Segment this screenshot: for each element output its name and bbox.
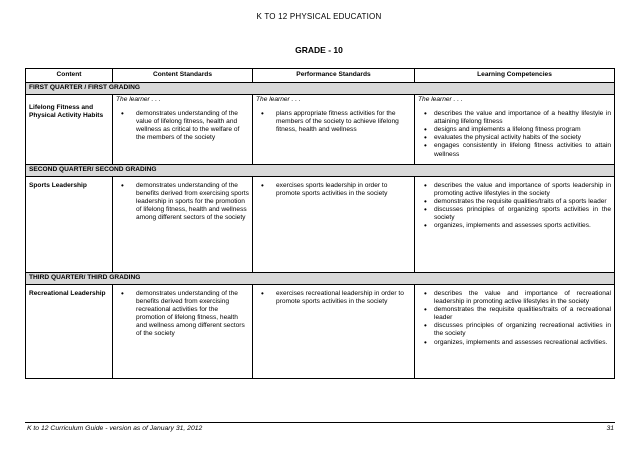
- list-item: • describes the value and importance of a healthy lifestyle in attaining lifelong fitness: [418, 110, 611, 126]
- curriculum-table: [25, 68, 615, 379]
- performance-cell-q1: [253, 95, 415, 165]
- page-number: 31: [606, 425, 614, 432]
- list-item: • exercises recreational leadership in order to promote sports activities in the society: [256, 290, 411, 306]
- column-header-content: Content: [26, 69, 113, 83]
- standards-cell-q1: [113, 95, 253, 165]
- grade-title: GRADE - 10: [295, 45, 343, 55]
- list-item: • demonstrates the requisite qualities/traits of a sports leader: [418, 198, 611, 206]
- list-item: • organizes, implements and assesses recreational activities.: [418, 339, 611, 347]
- performance-cell-q2: [253, 177, 415, 273]
- content-cell-q2: [26, 177, 113, 273]
- list-item: • demonstrates understanding of the benefits derived from exercising sports leadership in sports for the promotion of lifelong fitness, health and wellness among different sectors of the society: [116, 182, 249, 222]
- table-row-q1: [26, 95, 615, 165]
- quarter-row-third: [26, 273, 615, 285]
- content-text-q2: Sports Leadership: [29, 182, 87, 189]
- list-item: • designs and implements a lifelong fitness program: [418, 126, 611, 134]
- list-item: • exercises sports leadership in order to promote sports activities in the society: [256, 182, 411, 198]
- quarter-label-third: THIRD QUARTER/ THIRD GRADING: [26, 273, 615, 285]
- list-item: • demonstrates the requisite qualities/traits of a recreational leader: [418, 306, 611, 322]
- learner-intro: The learner . . .: [116, 96, 161, 103]
- competencies-cell-q1: [415, 95, 615, 165]
- standards-cell-q3: [113, 285, 253, 379]
- table-row-q3: [26, 285, 615, 379]
- quarter-label-second: SECOND QUARTER/ SECOND GRADING: [26, 165, 615, 177]
- competencies-cell-q3: [415, 285, 615, 379]
- list-item: • discusses principles of organizing recreational activities in the society: [418, 322, 611, 338]
- quarter-row-first: [26, 83, 615, 95]
- content-text-q3: Recreational Leadership: [29, 290, 106, 297]
- learner-intro: The learner . . .: [418, 96, 463, 103]
- document-header: K TO 12 PHYSICAL EDUCATION: [256, 12, 382, 21]
- table-header-row: [26, 69, 615, 83]
- column-header-learning-competencies: Learning Competencies: [415, 69, 615, 83]
- footer-version-text: K to 12 Curriculum Guide - version as of January 31, 2012: [27, 425, 203, 432]
- content-text-q1: Lifelong Fitness and Physical Activity Habits: [29, 104, 104, 120]
- performance-cell-q3: [253, 285, 415, 379]
- list-item: • discusses principles of organizing sports activities in the society: [418, 206, 611, 222]
- learner-intro: The learner . . .: [256, 96, 301, 103]
- list-item: • demonstrates understanding of the value of lifelong fitness, health and wellness as critical to the welfare of the members of the society: [116, 110, 249, 142]
- content-cell-q3: [26, 285, 113, 379]
- quarter-row-second: [26, 165, 615, 177]
- list-item: • organizes, implements and assesses sports activities.: [418, 222, 611, 230]
- list-item: • describes the value and importance of sports leadership in promoting active lifestyles in the society: [418, 182, 611, 198]
- standards-cell-q2: [113, 177, 253, 273]
- table-row-q2: [26, 177, 615, 273]
- column-header-performance-standards: Performance Standards: [253, 69, 415, 83]
- competencies-cell-q2: [415, 177, 615, 273]
- column-header-content-standards: Content Standards: [113, 69, 253, 83]
- content-cell-q1: [26, 95, 113, 165]
- list-item: • plans appropriate fitness activities for the members of the society to achieve lifelong fitness, health and wellness: [256, 110, 411, 134]
- footer-divider: [25, 422, 615, 423]
- quarter-label-first: FIRST QUARTER / FIRST GRADING: [26, 83, 615, 95]
- list-item: • evaluates the physical activity habits of the society: [418, 134, 611, 142]
- list-item: • describes the value and importance of recreational leadership in promoting active lifestyles in the society: [418, 290, 611, 306]
- list-item: • engages consistently in lifelong fitness activities to attain wellness: [418, 142, 611, 158]
- list-item: • demonstrates understanding of the benefits derived from exercising recreational activities for the promotion of lifelong fitness, health and wellness among different sectors of the society: [116, 290, 249, 339]
